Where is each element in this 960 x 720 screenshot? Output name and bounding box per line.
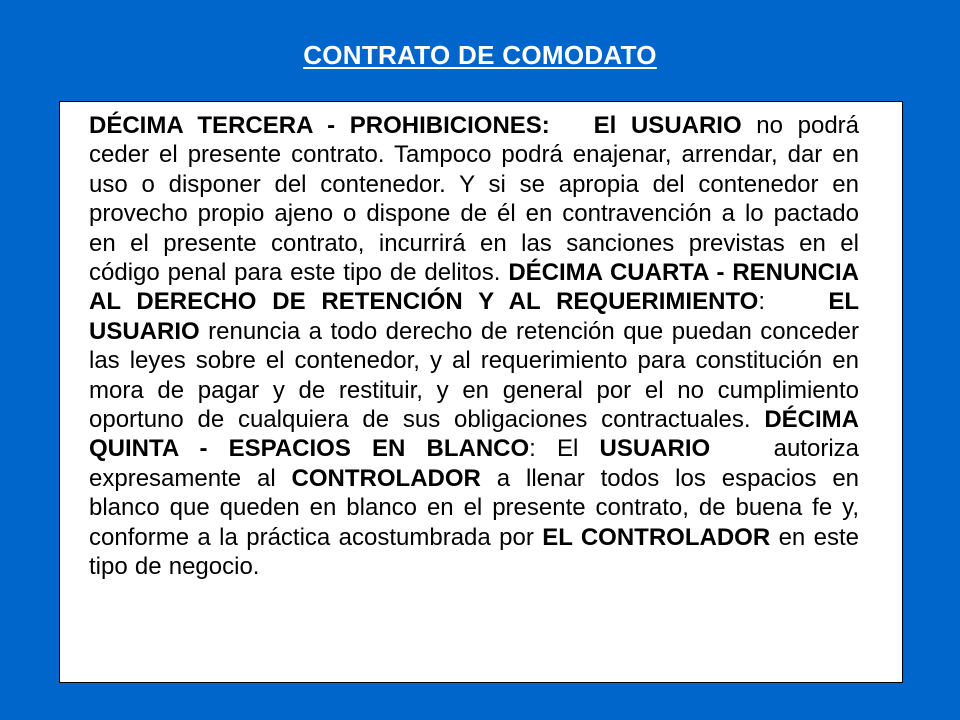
clause-15-text-b: autoriza expresamente al — [89, 435, 859, 492]
clause-14-heading: DÉCIMA CUARTA - RENUNCIA AL DERECHO DE RETENCIÓN Y AL REQUERIMIENTO — [89, 259, 859, 316]
clause-15-text-c: a llenar todos los espacios en blanco que queden en blanco en el presente contrato, de buena fe y, conforme a la práctica acostumbrada por — [89, 464, 860, 551]
clause-13-party: El USUARIO — [593, 112, 742, 139]
clause-15-text-d: en este tipo de negocio. — [89, 523, 860, 581]
clause-14-colon: : — [758, 288, 765, 316]
clause-14-text: renuncia a todo derecho de retención que puedan conceder las leyes sobre el contenedor, y al requerimiento para constitución en mora de pagar y de restituir, y en general por el no cumplimiento oportuno de cualquiera de sus obligaciones contractuales. — [89, 317, 859, 434]
clause-15-heading: DÉCIMA QUINTA - ESPACIOS EN BLANCO — [89, 406, 860, 463]
clause-14-party: EL USUARIO — [89, 288, 859, 345]
clause-15-party-el-controlador: EL CONTROLADOR — [542, 523, 771, 551]
clause-13-heading: DÉCIMA TERCERA - PROHIBICIONES: — [89, 112, 550, 139]
clause-13-text: no podrá ceder el presente contrato. Tampoco podrá enajenar, arrendar, dar en uso o disponer del contenedor. Y si se apropia del contenedor en provecho propio ajeno o dispone de él en contravención a lo pactado en el presente contrato, incurrirá en las sanciones previstas en el código penal para este tipo de delitos. — [89, 112, 860, 287]
slide-title: CONTRATO DE COMODATO — [303, 40, 657, 70]
clause-15-colon: : — [529, 435, 536, 463]
clause-15-party-usuario: USUARIO — [599, 435, 711, 463]
contract-text-box — [59, 101, 903, 683]
clause-15-text-a: El — [556, 435, 579, 463]
contract-clauses-text — [89, 111, 859, 582]
clause-15-party-controlador: CONTROLADOR — [291, 464, 481, 492]
